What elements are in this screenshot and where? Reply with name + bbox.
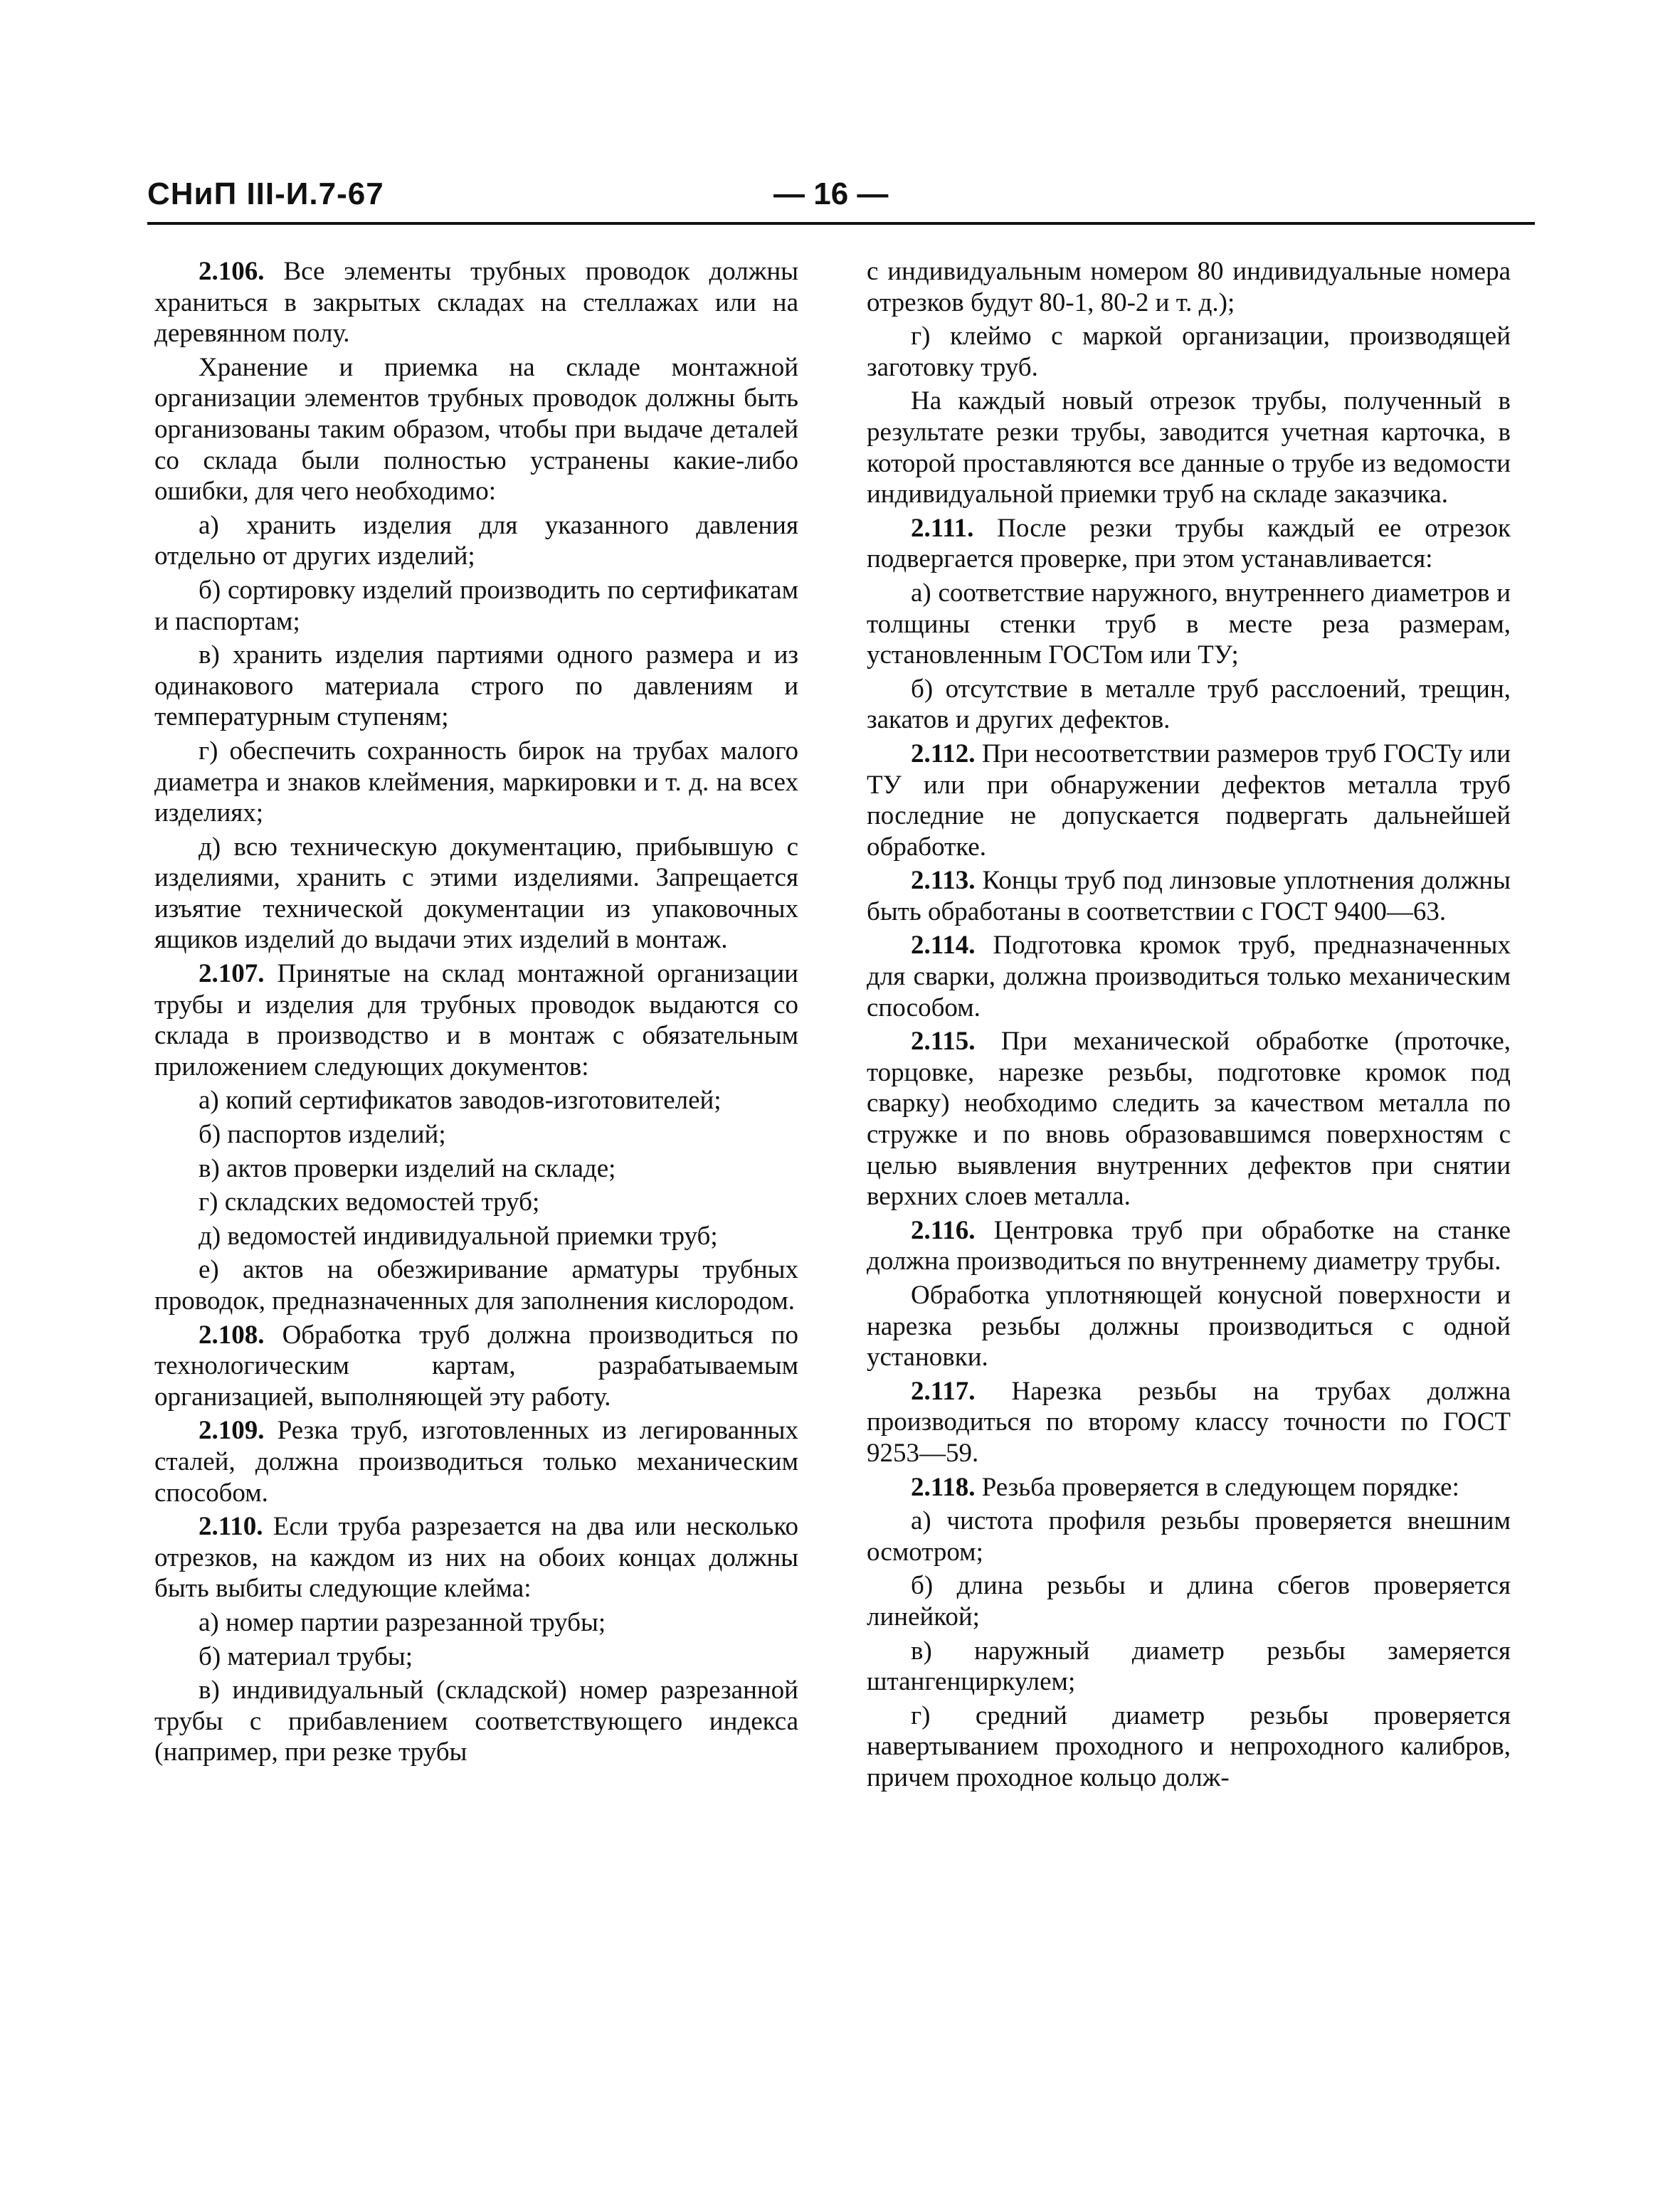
paragraph-text: Все элементы трубных проводок должны храниться в закрытых складах на стеллажах или на деревянном полу. [154,257,798,349]
paragraph-text: б) сортировку изделий производить по сертификатам и паспортам; [154,575,798,636]
paragraph-text: г) клеймо с маркой организации, производящей заготовку труб. [867,322,1511,382]
clause-number: 2.114. [911,931,976,961]
paragraph-text: а) хранить изделия для указанного давления отдельно от других изделий; [154,510,798,571]
paragraph-text: б) отсутствие в металле труб расслоений, трещин, закатов и других дефектов. [867,674,1511,735]
right-column [867,256,1511,1797]
paragraph [154,1320,798,1413]
clause-number: 2.107. [199,959,265,989]
paragraph [867,1280,1511,1373]
paragraph-text: д) ведомостей индивидуальной приемки труб; [199,1221,718,1251]
paragraph-text: д) всю техническую документацию, прибывшую с изделиями, хранить с этими изделиями. Запрещается изъятие технической документации из упаковочных ящиков изделий до выдачи этих изделий в монтаж. [154,832,798,955]
paragraph [154,640,798,733]
paragraph-text: с индивидуальным номером 80 индивидуальные номера отрезков будут 80-1, 80-2 и т. д.); [867,257,1511,317]
document-code: СНиП III-И.7-67 [147,176,384,211]
paragraph [154,510,798,572]
paragraph [867,386,1511,509]
paragraph-text: Концы труб под линзовые уплотнения должны быть обработаны в соответствии с ГОСТ 9400—63. [867,866,1511,926]
paragraph [154,1675,798,1768]
paragraph [867,674,1511,736]
paragraph-text: Нарезка резьбы на трубах должна производиться по второму классу точности по ГОСТ 9253—59. [867,1376,1511,1468]
paragraph [154,1511,798,1604]
paragraph [154,1607,798,1639]
paragraph [867,739,1511,862]
paragraph [154,958,798,1082]
paragraph [867,1215,1511,1277]
paragraph [867,865,1511,927]
paragraph-text: в) хранить изделия партиями одного размера и из одинакового материала строго по давлениям и температурным ступеням; [154,640,798,732]
paragraph-text: Принятые на склад монтажной организации трубы и изделия для трубных проводок выдаются со склада в производство и в монтаж с обязательным приложением следующих документов: [154,959,798,1081]
paragraph-text: Резка труб, изготовленных из легированных сталей, должна производиться только механическим способом. [154,1416,798,1508]
clause-number: 2.117. [911,1376,976,1406]
paragraph-text: а) соответствие наружного, внутреннего диаметров и толщины стенки труб в месте реза размерам, установленным ГОСТом или ТУ; [867,578,1511,670]
paragraph [867,1472,1511,1503]
clause-number: 2.110. [199,1512,263,1542]
paragraph [154,575,798,637]
clause-number: 2.113. [911,866,976,896]
paragraph [867,1376,1511,1469]
paragraph [867,321,1511,383]
paragraph-text: а) копий сертификатов заводов-изготовителей; [199,1086,722,1116]
clause-number: 2.118. [911,1472,976,1502]
paragraph [867,513,1511,575]
paragraph-text: а) чистота профиля резьбы проверяется внешним осмотром; [867,1506,1511,1567]
paragraph-text: После резки трубы каждый ее отрезок подвергается проверке, при этом устанавливается: [867,513,1511,574]
header-rule [147,222,1535,225]
paragraph-text: в) наружный диаметр резьбы замеряется штангенциркулем; [867,1636,1511,1697]
paragraph-text: г) складских ведомостей труб; [199,1187,540,1217]
paragraph-text: Подготовка кромок труб, предназначенных для сварки, должна производиться только механическим способом. [867,931,1511,1022]
paragraph [154,1153,798,1185]
paragraph-text: г) обеспечить сохранность бирок на трубах малого диаметра и знаков клеймения, маркировки и т. д. на всех изделиях; [154,736,798,828]
paragraph [154,256,798,349]
clause-number: 2.115. [911,1027,976,1057]
left-column [154,256,798,1771]
paragraph [154,832,798,956]
paragraph-text: б) материал трубы; [199,1641,413,1671]
paragraph [867,930,1511,1023]
paragraph-text: При механической обработке (проточке, торцовке, нарезке резьбы, подготовке кромок под сварку) необходимо следить за качеством металла по стружке и по вновь образовавшимся поверхностям с целью выявления внутренних дефектов при снятии верхних слоев металла. [867,1027,1511,1212]
paragraph-text: Если труба разрезается на два или несколько отрезков, на каждом из них на обоих концах должны быть выбиты следующие клейма: [154,1512,798,1604]
paragraph-text: При несоответствии размеров труб ГОСТу или ТУ или при обнаружении дефектов металла труб последние не допускается подвергать дальнейшей обработке. [867,739,1511,862]
paragraph [867,578,1511,671]
paragraph-text: в) индивидуальный (складской) номер разрезанной трубы с прибавлением соответствующего индекса (например, при резке трубы [154,1676,798,1767]
paragraph [867,1636,1511,1698]
paragraph [867,1570,1511,1632]
paragraph [154,352,798,507]
paragraph [154,1415,798,1508]
clause-number: 2.106. [199,257,265,286]
paragraph [154,1119,798,1150]
clause-number: 2.108. [199,1320,265,1350]
paragraph [154,1641,798,1673]
paragraph-text: б) длина резьбы и длина сбегов проверяется линейкой; [867,1571,1511,1631]
paragraph-text: Резьба проверяется в следующем порядке: [975,1472,1459,1502]
paragraph [154,1221,798,1252]
clause-number: 2.116. [911,1215,976,1245]
paragraph [154,1187,798,1218]
paragraph-text: Хранение и приемка на складе монтажной организации элементов трубных проводок должны быть организованы таким образом, чтобы при выдаче деталей со склада были полностью устранены какие-либо ошибки, для чего необходимо: [154,352,798,507]
clause-number: 2.111. [911,513,974,543]
paragraph [154,1085,798,1116]
paragraph-text: Обработка труб должна производиться по технологическим картам, разрабатываемым организацией, выполняющей эту работу. [154,1320,798,1412]
paragraph-text: а) номер партии разрезанной трубы; [199,1607,606,1637]
paragraph [867,1026,1511,1212]
page-header [147,176,1535,219]
paragraph [154,736,798,829]
paragraph [867,256,1511,318]
paragraph-text: е) актов на обезжиривание арматуры трубных проводок, предназначенных для заполнения кислородом. [154,1255,798,1316]
paragraph-text: г) средний диаметр резьбы проверяется навертыванием проходного и непроходного калибров, причем проходное кольцо долж- [867,1700,1511,1792]
paragraph-text: Обработка уплотняющей конусной поверхности и нарезка резьбы должны производиться с одной установки. [867,1281,1511,1372]
paragraph [154,1254,798,1316]
clause-number: 2.109. [199,1416,265,1446]
paragraph [867,1700,1511,1794]
paragraph [867,1506,1511,1567]
clause-number: 2.112. [911,739,976,768]
paragraph-text: На каждый новый отрезок трубы, полученный в результате резки трубы, заводится учетная карточка, в которой проставляются все данные о трубе из ведомости индивидуальной приемки труб на складе заказчика. [867,386,1511,509]
paragraph-text: б) паспортов изделий; [199,1120,446,1150]
page-number: — 16 — [773,176,889,211]
paragraph-text: Центровка труб при обработке на станке должна производиться по внутреннему диаметру трубы. [867,1215,1511,1276]
paragraph-text: в) актов проверки изделий на складе; [199,1153,616,1183]
